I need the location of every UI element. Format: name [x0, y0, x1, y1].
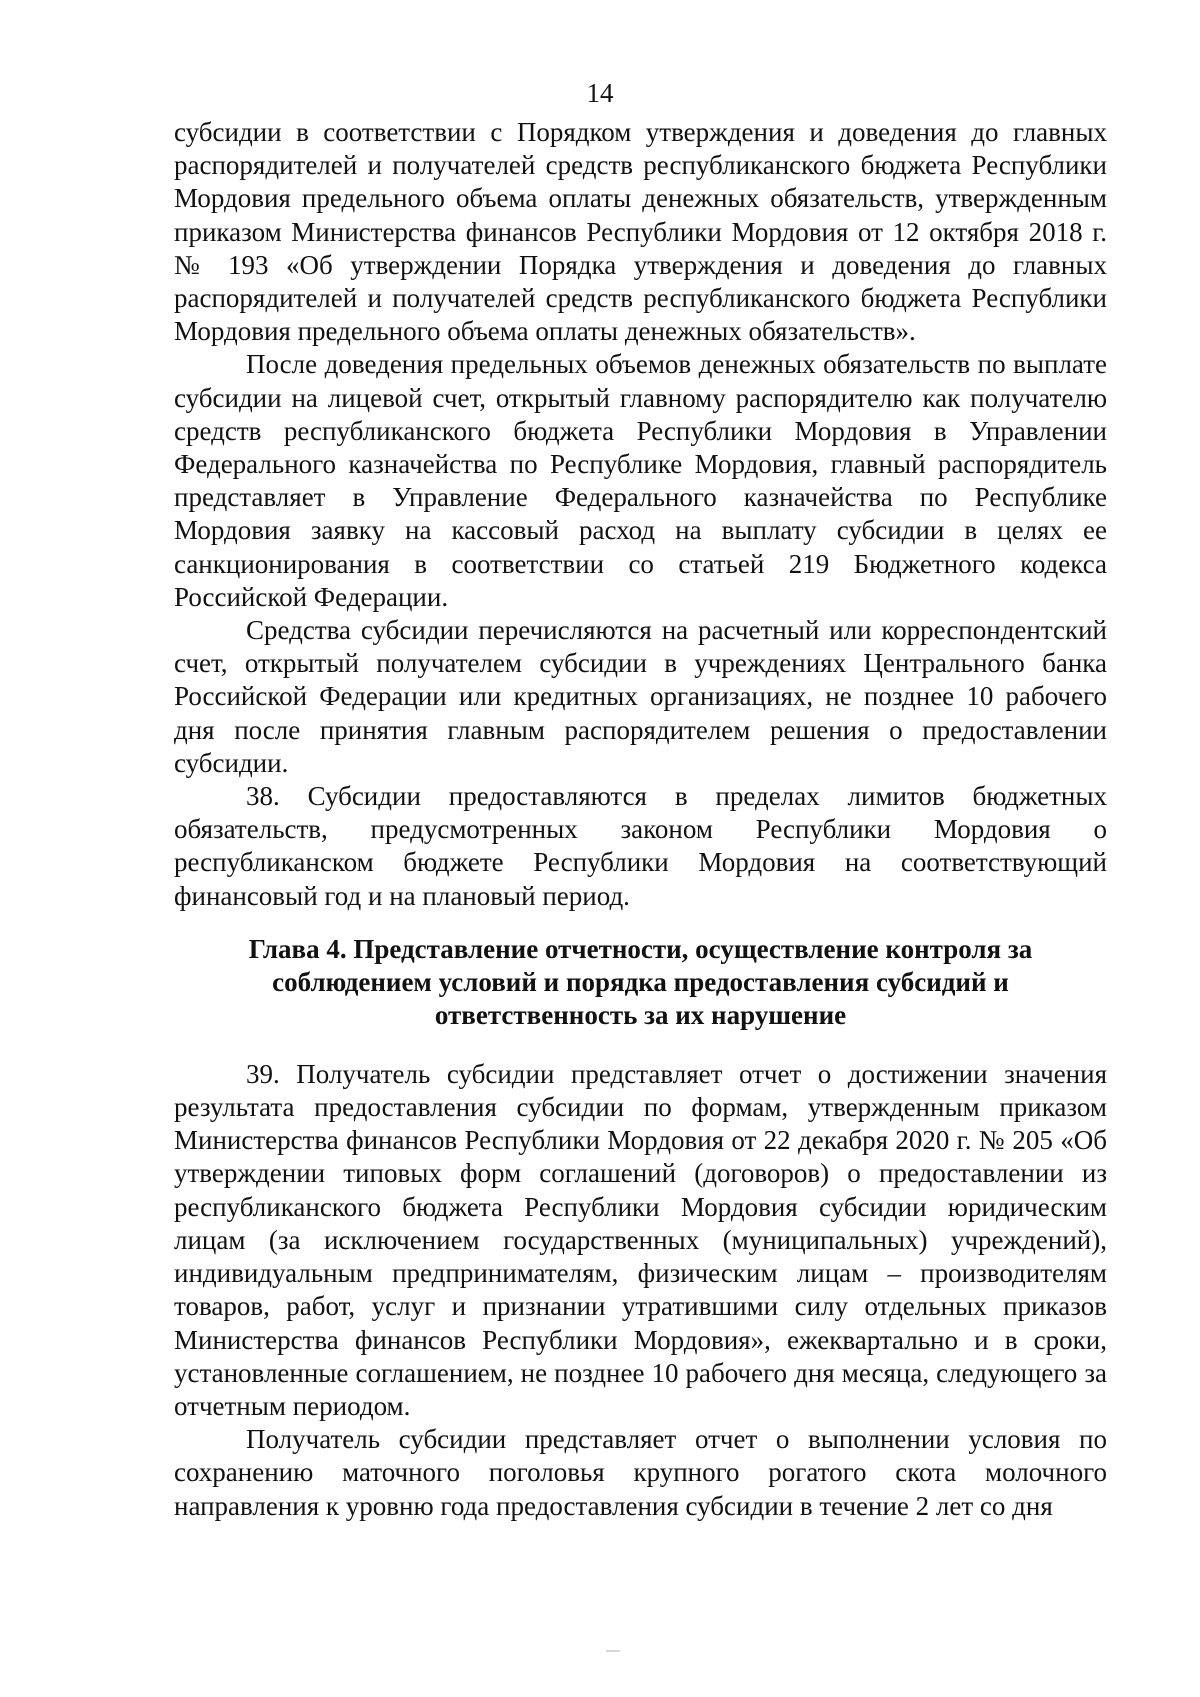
- paragraph-subsidy-order: субсидии в соответствии с Порядком утверждения и доведения до главных распорядителей и получателей средств республиканского бюджета Республики Мордовия предельного объема оплаты денежных обязательств, утвержденным приказом Министерства финансов Республики Мордовия от 12 октября 2018 г. № 193 «Об утверждении Порядка утверждения и доведения до главных распорядителей и получателей средств республиканского бюджета Республики Мордовия предельного объема оплаты денежных обязательств».: [174, 117, 1107, 347]
- scan-artifact: [606, 1650, 620, 1652]
- document-body: [174, 116, 1107, 1523]
- paragraph-livestock-report: Получатель субсидии представляет отчет о выполнении условия по сохранению маточного поголовья крупного рогатого скота молочного направления к уровню года предоставления субсидии в течение 2 лет со дня: [174, 1424, 1107, 1521]
- paragraph-clause-38: 38. Субсидии предоставляются в пределах лимитов бюджетных обязательств, предусмотренных законом Республики Мордовия о республиканском бюджете Республики Мордовия на соответствующий финансовый год и на плановый период.: [174, 781, 1107, 911]
- chapter-heading-line-1: Глава 4. Представление отчетности, осуществление контроля за: [248, 933, 1033, 964]
- chapter-heading-line-2: соблюдением условий и порядка предоставления субсидий и: [272, 966, 1009, 997]
- paragraph-clause-39: 39. Получатель субсидии представляет отчет о достижении значения результата предоставления субсидии по формам, утвержденным приказом Министерства финансов Республики Мордовия от 22 декабря 2020 г. № 205 «Об утверждении типовых форм соглашений (договоров) о предоставлении из республиканского бюджета Республики Мордовия субсидии юридическим лицам (за исключением государственных (муниципальных) учреждений), индивидуальным предпринимателям, физическим лицам – производителям товаров, работ, услуг и признании утратившими силу отдельных приказов Министерства финансов Республики Мордовия», ежеквартально и в сроки, установленные соглашением, не позднее 10 рабочего дня месяца, следующего за отчетным периодом.: [174, 1058, 1107, 1421]
- chapter-heading-line-3: ответственность за их нарушение: [434, 999, 847, 1030]
- page-number: 14: [586, 78, 614, 108]
- chapter-heading: [174, 933, 1107, 1032]
- paragraph-treasury-request: После доведения предельных объемов денежных обязательств по выплате субсидии на лицевой счет, открытый главному распорядителю как получателю средств республиканского бюджета Республики Мордовия в Управлении Федерального казначейства по Республике Мордовия, главный распорядитель представляет в Управление Федерального казначейства по Республике Мордовия заявку на кассовый расход на выплату субсидии в целях ее санкционирования в соответствии со статьей 219 Бюджетного кодекса Российской Федерации.: [174, 349, 1107, 612]
- paragraph-funds-transfer: Средства субсидии перечисляются на расчетный или корреспондентский счет, открытый получателем субсидии в учреждениях Центрального банка Российской Федерации или кредитных организациях, не позднее 10 рабочего дня после принятия главным распорядителем решения о предоставлении субсидии.: [174, 615, 1107, 778]
